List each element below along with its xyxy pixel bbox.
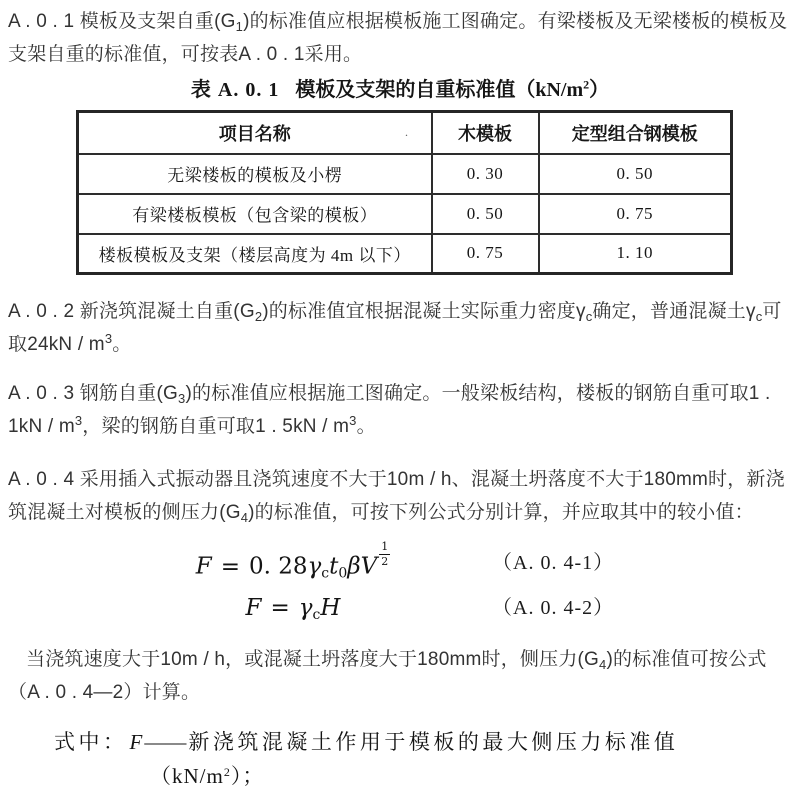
table-caption (8, 73, 792, 102)
definition-unit-line (150, 759, 792, 793)
value-cell: 0. 30 (432, 154, 539, 194)
equation-number-a042: （A. 0. 4-2） (492, 597, 615, 619)
superscript-3: 3 (74, 413, 83, 428)
table-header-row (78, 112, 732, 154)
var-gamma: γ (307, 553, 322, 580)
table-title: ） (589, 79, 610, 101)
var-beta: β (347, 553, 361, 580)
table-row (78, 194, 732, 234)
unit-text: （kN/m (150, 764, 224, 788)
fraction-exponent (379, 541, 390, 567)
var-H: H (320, 595, 341, 621)
header-label: 项目名称 (218, 123, 291, 144)
note-text: )的标准值可按公式（A . 0 . 4—2）计算。 (8, 649, 767, 703)
coefficient: 0. 28 (249, 553, 308, 580)
document-page (8, 5, 792, 793)
clause-a03-text: A . 0 . 3 钢筋自重(G (8, 383, 179, 404)
definition-text: 新浇筑混凝土作用于模板的最大侧压力标准值 (188, 730, 679, 754)
row-label: 无梁楼板的模板及小楞 (78, 154, 432, 194)
superscript-2: 2 (223, 765, 231, 779)
clause-a02-text: 确定，普通混凝土γ (592, 301, 756, 322)
formula-a042-row (8, 586, 792, 631)
equals-sign: = (270, 595, 290, 621)
equals-sign: = (220, 553, 241, 580)
definition-dash: —— (144, 730, 187, 754)
superscript-3: 3 (349, 413, 357, 428)
clause-a03-text: )的标准值应根据施工图确定。一般梁板结构，楼板的钢筋自重可取1 . 1kN / m (8, 383, 771, 437)
clause-a04 (8, 463, 792, 529)
value-cell: 0. 50 (432, 194, 539, 234)
subscript-g1: 1 (235, 19, 244, 34)
subscript-g4: 4 (599, 657, 607, 672)
var-t: t (329, 553, 339, 580)
unit-text: ）； (230, 764, 265, 788)
value-cell: 0. 75 (432, 234, 539, 274)
value-cell: 0. 75 (539, 194, 732, 234)
clause-a04-text: )的标准值，可按下列公式分别计算，并应取其中的较小值： (248, 502, 754, 523)
symbol-definitions (54, 725, 792, 793)
clause-a02-text: A . 0 . 2 新浇筑混凝土自重(G (8, 301, 255, 322)
table-title: 模板及支架的自重标准值（kN/m (295, 79, 584, 101)
symbol-definition-line (54, 725, 792, 759)
clause-a01-text: )的标准值应根据模板施工图确定。有梁楼板及无梁楼板的模板及支架自重的标准值，可按表A . 0 . 1采用。 (8, 11, 788, 65)
subscript-c: c (312, 607, 321, 623)
subscript-g3: 3 (178, 391, 186, 406)
clause-a03-text: ，梁的钢筋自重可取1 . 5kN / m (82, 416, 350, 437)
var-gamma: γ (298, 595, 313, 621)
note-text: 当浇筑速度大于10m / h，或混凝土坍落度大于180mm时，侧压力(G (26, 649, 600, 670)
standard-values-table (76, 110, 733, 275)
formula-a041-row (8, 541, 792, 586)
table-number: 表 A. 0. 1 (190, 79, 280, 101)
table-row (78, 154, 732, 194)
header-item-name (78, 112, 432, 154)
superscript-unit: 2 (583, 77, 590, 92)
subscript-c: c (321, 565, 330, 582)
subscript-g4: 4 (240, 510, 249, 525)
var-F: F (195, 553, 212, 580)
row-label: 楼板模板及支架（楼层高度为 4m 以下） (78, 234, 432, 274)
fraction-denominator: 2 (381, 554, 389, 568)
clause-a02 (8, 295, 792, 361)
clause-a02-text: 。 (112, 334, 132, 355)
clause-a02-text: )的标准值宜根据混凝土实际重力密度γ (262, 301, 586, 322)
var-V: V (360, 553, 378, 580)
header-steel-formwork: 定型组合钢模板 (539, 112, 732, 154)
clause-a04-text: A . 0 . 4 采用插入式振动器且浇筑速度不大于10m / h、混凝土坍落度不大于180mm时，新浇筑混凝土对模板的侧压力(G (8, 469, 785, 523)
var-F: F (129, 730, 143, 754)
value-cell: 1. 10 (539, 234, 732, 274)
subscript-c: c (755, 309, 763, 324)
clause-a01-text: A . 0 . 1 模板及支架自重(G (8, 11, 236, 32)
table-row (78, 234, 732, 274)
clause-a01 (8, 5, 792, 71)
superscript-3: 3 (104, 331, 113, 346)
clause-a02-text: 可取24kN / m (8, 301, 782, 355)
row-label: 有梁楼板模板（包含梁的模板） (78, 194, 432, 234)
legend-prefix: 式中： (54, 730, 128, 754)
clause-a03-text: 。 (356, 416, 376, 437)
scan-artifact-dot: · (404, 128, 409, 142)
subscript-c: c (585, 309, 593, 324)
var-F: F (245, 595, 262, 621)
subscript-g2: 2 (254, 309, 263, 324)
equation-number-a041: （A. 0. 4-1） (492, 552, 615, 574)
header-wood-formwork: 木模板 (432, 112, 539, 154)
fraction-numerator: 1 (381, 540, 389, 553)
value-cell: 0. 50 (539, 154, 732, 194)
subscript-0: 0 (338, 565, 348, 582)
clause-a03 (8, 377, 792, 443)
pour-speed-note (8, 643, 792, 709)
formula-block (8, 541, 792, 631)
